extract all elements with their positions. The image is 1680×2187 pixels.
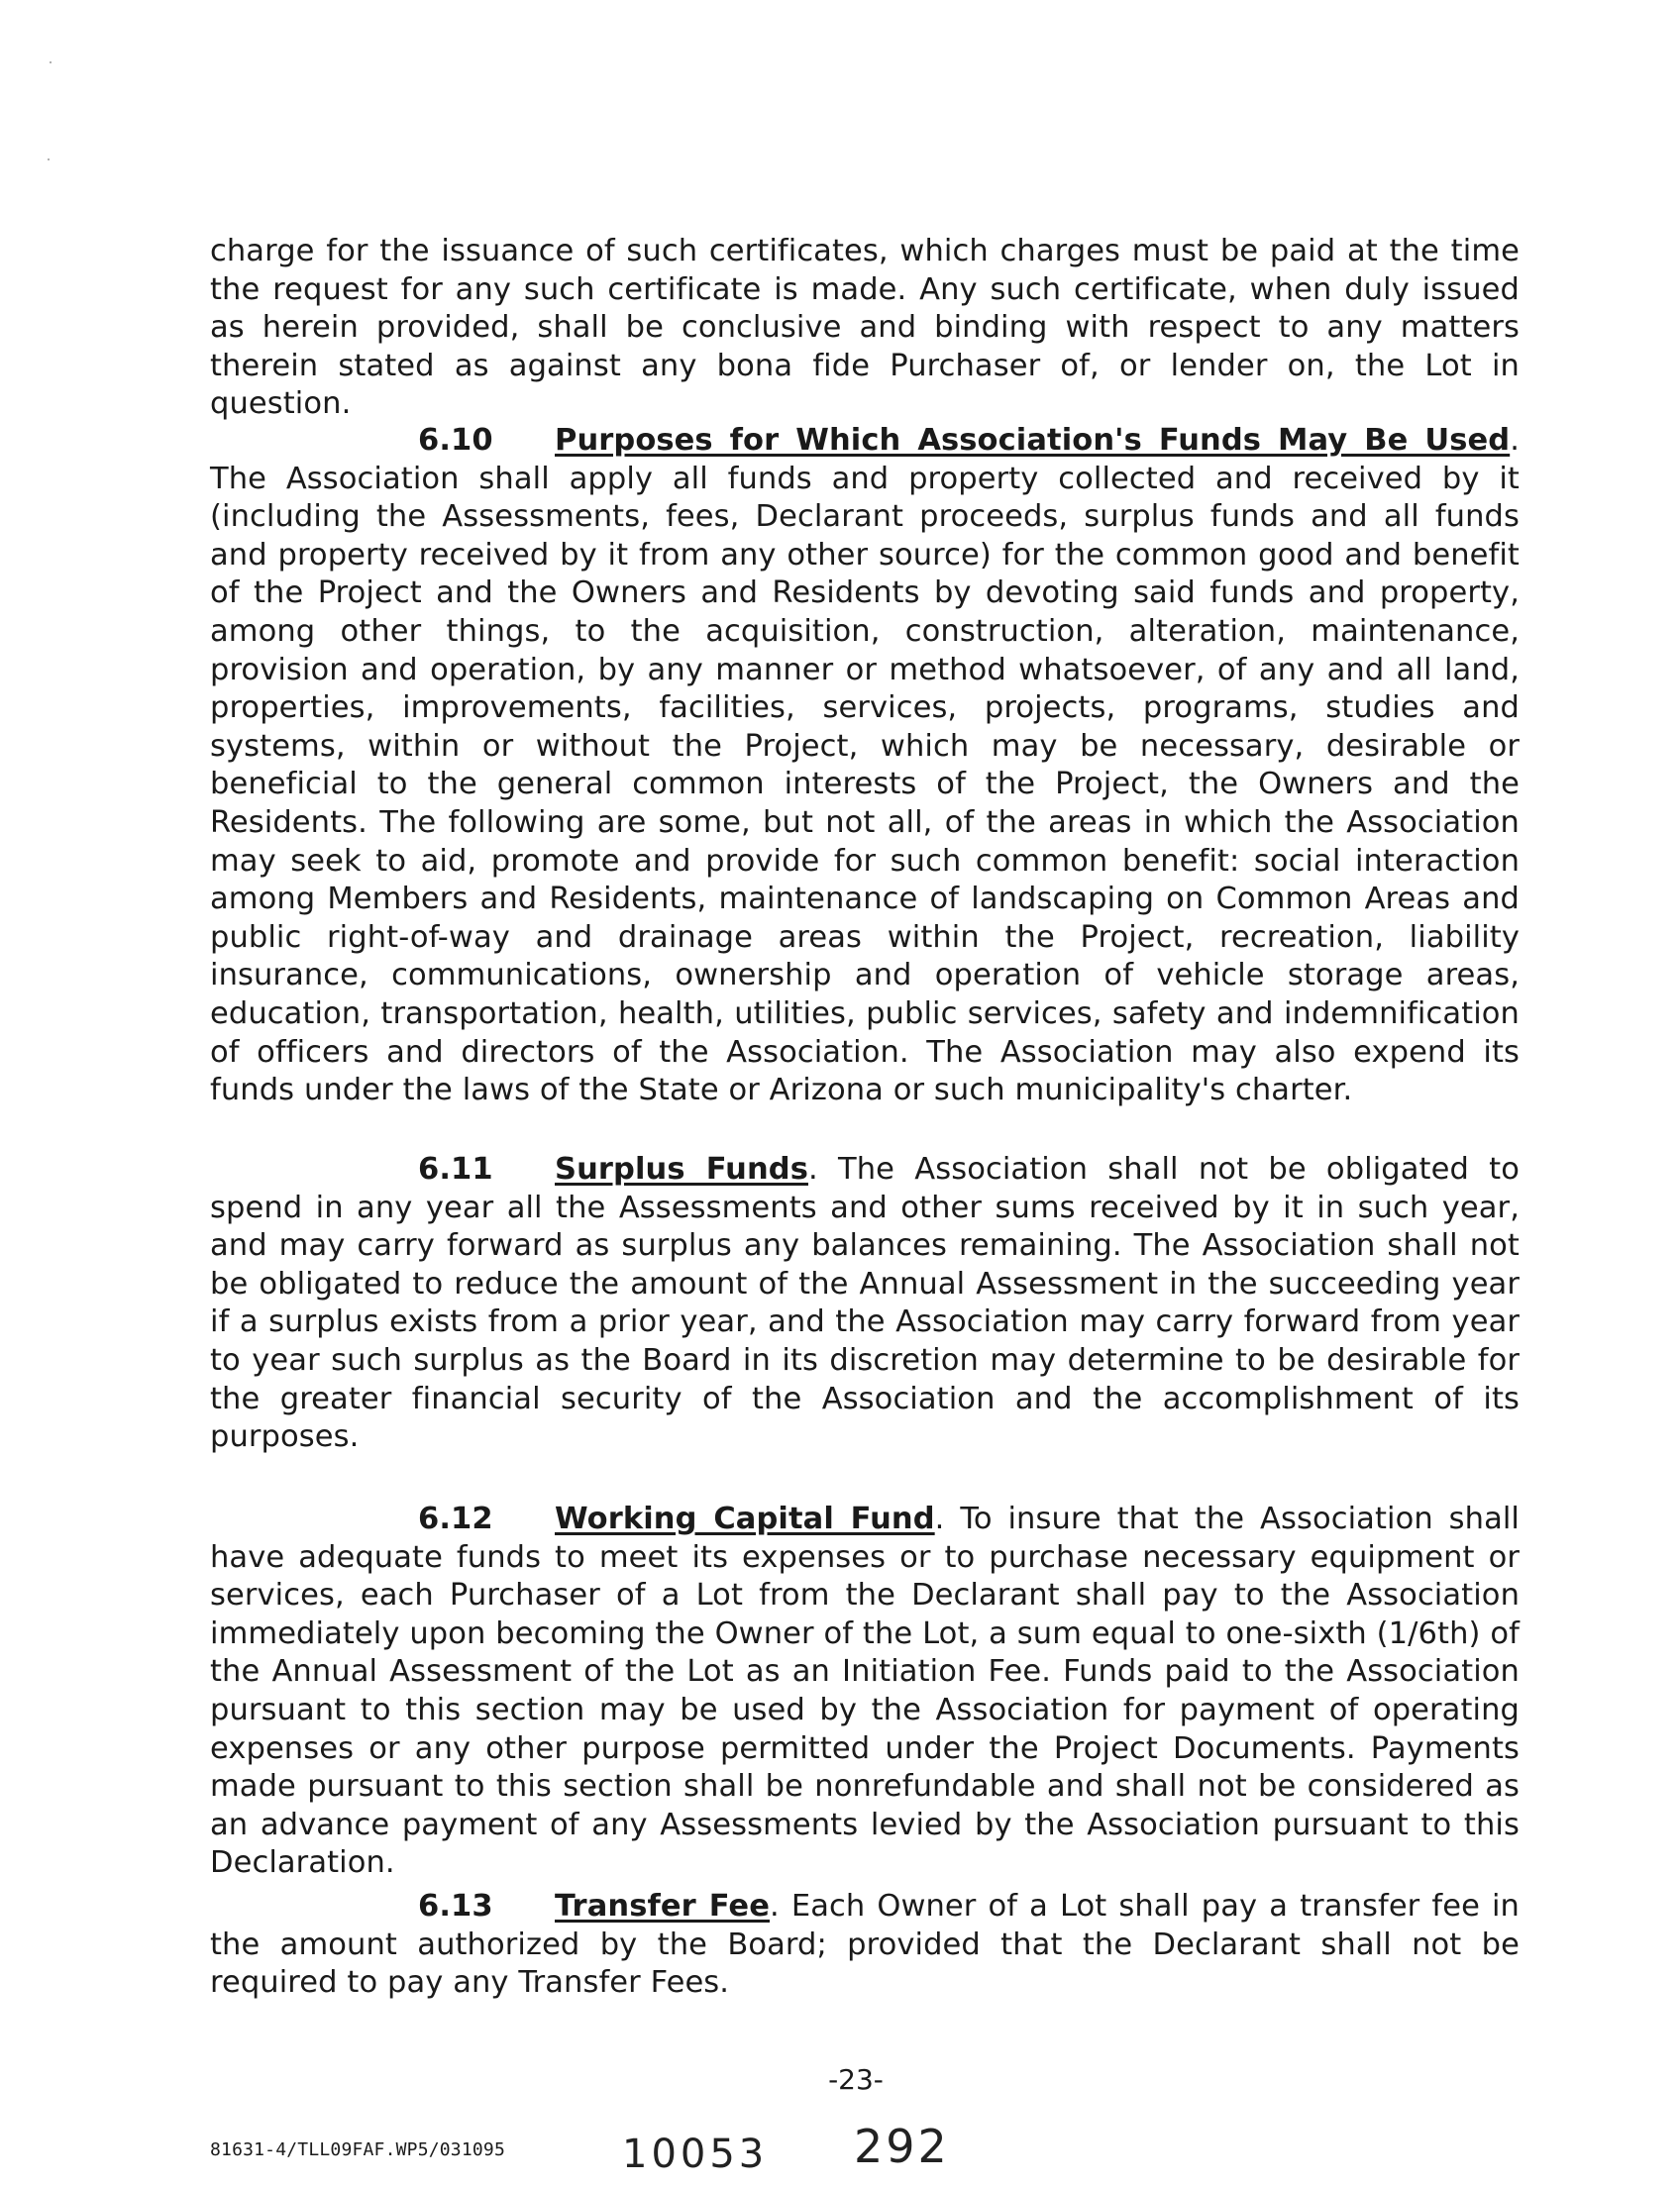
section-title-period: .	[769, 1889, 780, 1924]
section-title-period: .	[1510, 423, 1520, 458]
section-title: Purposes for Which Association's Funds May Be Used	[555, 423, 1511, 458]
scan-speck	[48, 158, 50, 160]
scan-speck	[50, 61, 52, 63]
recording-page-number: 292	[854, 2120, 950, 2173]
section-number: 6.13	[418, 1889, 493, 1924]
section-title: Transfer Fee	[555, 1889, 770, 1924]
section-text: The Association shall not be obligated to spend in any year all the Assessments and other sums received by it in such year, and may carry forward as surplus any balances remaining. The Association shall not be obligated to reduce the amount of the Annual Assessment in the succeeding year if a surplus exists from a prior year, and the Association may carry forward from year to year such surplus as the Board in its discretion may determine to be desirable for the greater financial security of the Association and the accomplishment of its purposes.	[210, 1152, 1520, 1455]
section-6-11-paragraph	[210, 1151, 1520, 1457]
section-6-10-paragraph	[210, 422, 1520, 1110]
section-title: Working Capital Fund	[555, 1502, 935, 1536]
section-number: 6.10	[418, 423, 493, 458]
recording-book-number: 10053	[622, 2132, 769, 2177]
section-number: 6.12	[418, 1502, 493, 1536]
section-6-13-paragraph	[210, 1888, 1520, 2003]
page-number: -23-	[828, 2063, 884, 2096]
section-text: To insure that the Association shall have adequate funds to meet its expenses or to purchase necessary equipment or services, each Purchaser of a Lot from the Declarant shall pay to the Association immediately upon becoming the Owner of the Lot, a sum equal to one-sixth (1/6th) of the Annual Assessment of the Lot as an Initiation Fee. Funds paid to the Association pursuant to this section may be used by the Association for payment of operating expenses or any other purpose permitted under the Project Documents. Payments made pursuant to this section shall be nonrefundable and shall not be considered as an advance payment of any Assessments levied by the Association pursuant to this Declaration.	[210, 1502, 1521, 1881]
section-6-12-paragraph	[210, 1501, 1520, 1883]
section-title: Surplus Funds	[555, 1152, 808, 1187]
section-title-period: .	[807, 1152, 818, 1187]
section-text: The Association shall apply all funds and property collected and received by it (including the Assessments, fees, Declarant proceeds, surplus funds and all funds and property received by it from any other source) for the common good and benefit of the Project and the Owners and Residents by devoting said funds and property, among other things, to the acquisition, construction, alteration, maintenance, provision and operation, by any manner or method whatsoever, of any and all land, properties, improvements, facilities, services, projects, programs, studies and systems, within or without the Project, which may be necessary, desirable or beneficial to the general common interests of the Project, the Owners and the Residents. The following are some, but not all, of the areas in which the Association may seek to aid, promote and provide for such common benefit: social interaction among Members and Residents, maintenance of landscaping on Common Areas and public right-of-way and drainage areas within the Project, recreation, liability insurance, communications, ownership and operation of vehicle storage areas, education, transportation, health, utilities, public services, safety and indemnification of officers and directors of the Association. The Association may also expend its funds under the laws of the State or Arizona or such municipality's charter.	[210, 461, 1520, 1108]
section-title-period: .	[934, 1502, 945, 1536]
intro-paragraph: charge for the issuance of such certificates, which charges must be paid at the time the request for any such certificate is made. Any such certificate, when duly issued as herein provided, shall be conclusive and binding with respect to any matters therein stated as against any bona fide Purchaser of, or lender on, the Lot in question.	[210, 234, 1520, 422]
section-text: Each Owner of a Lot shall pay a transfer fee in the amount authorized by the Board; provided that the Declarant shall not be required to pay any Transfer Fees.	[210, 1889, 1520, 2001]
footer-document-code: 81631-4/TLL09FAF.WP5/031095	[210, 2139, 505, 2160]
section-number: 6.11	[418, 1152, 493, 1187]
